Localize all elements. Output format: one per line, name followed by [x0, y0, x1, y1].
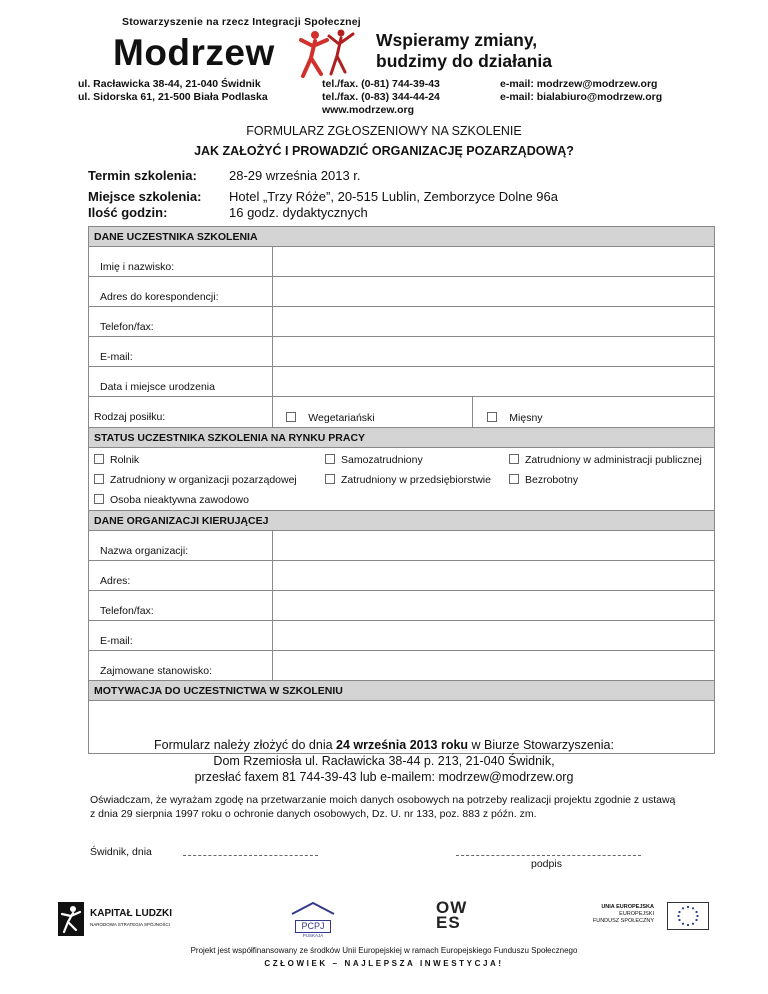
- owes-logo: [436, 900, 467, 930]
- checkbox-icon[interactable]: [94, 494, 104, 504]
- owes-line2: ES: [436, 913, 461, 932]
- submission-line3: przesłać faxem 81 744-39-43 lub e-mailem: modrzew@modrzew.org: [194, 770, 574, 784]
- birth-label: Data i miejsce urodzenia: [89, 367, 273, 397]
- consent-statement: [90, 793, 700, 821]
- checkbox-icon[interactable]: [94, 474, 104, 484]
- birth-field[interactable]: [273, 367, 715, 397]
- address-field[interactable]: [273, 277, 715, 307]
- ilosc-label: Ilość godzin:: [88, 205, 168, 220]
- checkbox-icon[interactable]: [325, 454, 335, 464]
- submission-pre: Formularz należy złożyć do dnia: [154, 738, 337, 752]
- status-option-bezrobotny[interactable]: [509, 474, 578, 486]
- registration-form-table: [88, 226, 715, 754]
- status-option-nieaktywna[interactable]: [94, 494, 249, 506]
- section-organization: DANE ORGANIZACJI KIERUJĄCEJ: [89, 511, 715, 531]
- kl-subtitle: NARODOWA STRATEGIA SPÓJNOŚCI: [90, 922, 171, 927]
- checkbox-icon[interactable]: [509, 474, 519, 484]
- org-email-field[interactable]: [273, 621, 715, 651]
- email-block: [500, 78, 662, 104]
- status-options: [89, 448, 715, 511]
- submission-line2: Dom Rzemiosła ul. Racławicka 38-44 p. 213, 21-040 Świdnik,: [213, 754, 555, 768]
- name-label: Imię i nazwisko:: [89, 247, 273, 277]
- meal-option-vegetarian[interactable]: [273, 397, 473, 428]
- org-name-field[interactable]: [273, 531, 715, 561]
- section-participant: DANE UCZESTNIKA SZKOLENIA: [89, 227, 715, 247]
- termin-value: 28-29 września 2013 r.: [229, 168, 361, 183]
- slogan-line1: Wspieramy zmiany,: [376, 30, 538, 50]
- status-option-samozatrudniony[interactable]: [325, 454, 423, 466]
- date-line[interactable]: [183, 855, 318, 856]
- email-line1: e-mail: modrzew@modrzew.org: [500, 78, 658, 90]
- consent-line1: Oświadczam, że wyrażam zgodę na przetwarzanie moich danych osobowych na potrzeby realizacji projektu zgodnie z ustawą: [90, 794, 676, 806]
- phone-field[interactable]: [273, 307, 715, 337]
- status-option-ngo[interactable]: [94, 474, 297, 486]
- org-name-label: Nazwa organizacji:: [89, 531, 273, 561]
- position-label: Zajmowane stanowisko:: [89, 651, 273, 681]
- section-status: STATUS UCZESTNIKA SZKOLENIA NA RYNKU PRACY: [89, 428, 715, 448]
- address-line1: ul. Racławicka 38-44, 21-040 Świdnik: [78, 78, 261, 90]
- status-option-label: Osoba nieaktywna zawodowo: [110, 494, 249, 506]
- miejsce-label: Miejsce szkolenia:: [88, 189, 202, 204]
- org-full-name: Stowarzyszenie na rzecz Integracji Społecznej: [122, 16, 361, 28]
- training-title: JAK ZAŁOŻYĆ I PROWADZIĆ ORGANIZACJĘ POZARZĄDOWĄ?: [194, 144, 574, 158]
- email-label: E-mail:: [89, 337, 273, 367]
- org-address-label: Adres:: [89, 561, 273, 591]
- kapital-ludzki-icon: [58, 902, 84, 936]
- slogan: [376, 30, 552, 72]
- checkbox-icon[interactable]: [487, 412, 497, 422]
- position-field[interactable]: [273, 651, 715, 681]
- status-option-label: Zatrudniony w przedsiębiorstwie: [341, 474, 491, 486]
- pcpj-name: PCPJ: [295, 920, 331, 933]
- eu-text: [589, 904, 654, 925]
- website: www.modrzew.org: [322, 104, 414, 116]
- submission-info: [0, 737, 768, 785]
- status-option-label: Zatrudniony w administracji publicznej: [525, 454, 702, 466]
- section-motivation: MOTYWACJA DO UCZESTNICTWA W SZKOLENIU: [89, 681, 715, 701]
- phone-label: Telefon/fax:: [89, 307, 273, 337]
- org-logo-name: Modrzew: [113, 32, 275, 73]
- status-option-rolnik[interactable]: [94, 454, 139, 466]
- signature-line[interactable]: [456, 855, 641, 856]
- email-line2: e-mail: bialabiuro@modrzew.org: [500, 91, 663, 103]
- footer-slogan: CZŁOWIEK – NAJLEPSZA INWESTYCJA!: [264, 959, 504, 968]
- consent-line2: z dnia 29 sierpnia 1997 roku o ochronie danych osobowych, Dz. U. nr 133, poz. 883 z późn. zm.: [90, 808, 537, 820]
- submission-deadline: 24 września 2013 roku: [336, 738, 469, 752]
- checkbox-icon[interactable]: [325, 474, 335, 484]
- checkbox-icon[interactable]: [509, 454, 519, 464]
- checkbox-icon[interactable]: [286, 412, 296, 422]
- email-field[interactable]: [273, 337, 715, 367]
- kapital-ludzki-logo: [58, 902, 172, 936]
- pcpj-logo: [290, 901, 336, 938]
- status-option-przedsiebiorstwo[interactable]: [325, 474, 491, 486]
- phone-block: [322, 78, 440, 117]
- signature-label: podpis: [531, 858, 562, 870]
- address-block: [78, 78, 268, 104]
- form-title: FORMULARZ ZGŁOSZENIOWY NA SZKOLENIE: [246, 124, 522, 138]
- org-email-label: E-mail:: [89, 621, 273, 651]
- termin-label: Termin szkolenia:: [88, 168, 197, 183]
- org-phone-label: Telefon/fax:: [89, 591, 273, 621]
- meal-option-vegetarian-label: Wegetariański: [308, 412, 375, 424]
- name-field[interactable]: [273, 247, 715, 277]
- org-address-field[interactable]: [273, 561, 715, 591]
- phone-line2: tel./fax. (0-83) 344-44-24: [322, 91, 440, 103]
- slogan-line2: budzimy do działania: [376, 51, 552, 71]
- owes-line1: OW: [436, 898, 468, 917]
- place-date-label: Świdnik, dnia: [90, 846, 152, 858]
- checkbox-icon[interactable]: [94, 454, 104, 464]
- submission-post: w Biurze Stowarzyszenia:: [468, 738, 614, 752]
- eu-line3: FUNDUSZ SPOŁECZNY: [592, 918, 654, 924]
- meal-option-meat-label: Mięsny: [509, 412, 543, 424]
- pcpj-roof-icon: [290, 901, 336, 915]
- funding-note: Projekt jest współfinansowany ze środków Unii Europejskiej w ramach Europejskiego Funduszu Społecznego: [190, 946, 578, 955]
- address-line2: ul. Sidorska 61, 21-500 Biała Podlaska: [78, 91, 268, 103]
- org-phone-field[interactable]: [273, 591, 715, 621]
- eu-line2: EUROPEJSKI: [619, 911, 654, 917]
- meal-option-meat[interactable]: [473, 397, 715, 428]
- kl-name: KAPITAŁ LUDZKI: [90, 908, 173, 919]
- status-option-label: Bezrobotny: [525, 474, 579, 486]
- modrzew-figures-logo-icon: [293, 26, 361, 86]
- eu-line1: UNIA EUROPEJSKA: [601, 904, 654, 910]
- eu-flag-icon: [667, 902, 709, 930]
- status-option-label: Rolnik: [110, 454, 140, 466]
- submission-line1: [0, 737, 768, 753]
- phone-line1: tel./fax. (0-81) 744-39-43: [322, 78, 440, 90]
- status-option-label: Zatrudniony w organizacji pozarządowej: [110, 474, 297, 486]
- address-label: Adres do korespondencji:: [89, 277, 273, 307]
- miejsce-value: Hotel „Trzy Róże”, 20-515 Lublin, Zemborzyce Dolne 96a: [229, 189, 558, 204]
- ilosc-value: 16 godz. dydaktycznych: [229, 205, 368, 220]
- status-option-administracja[interactable]: [509, 454, 702, 466]
- pcpj-subtitle: PUSKAJA: [302, 933, 324, 938]
- meal-label: Rodzaj posiłku:: [89, 397, 273, 428]
- status-option-label: Samozatrudniony: [341, 454, 423, 466]
